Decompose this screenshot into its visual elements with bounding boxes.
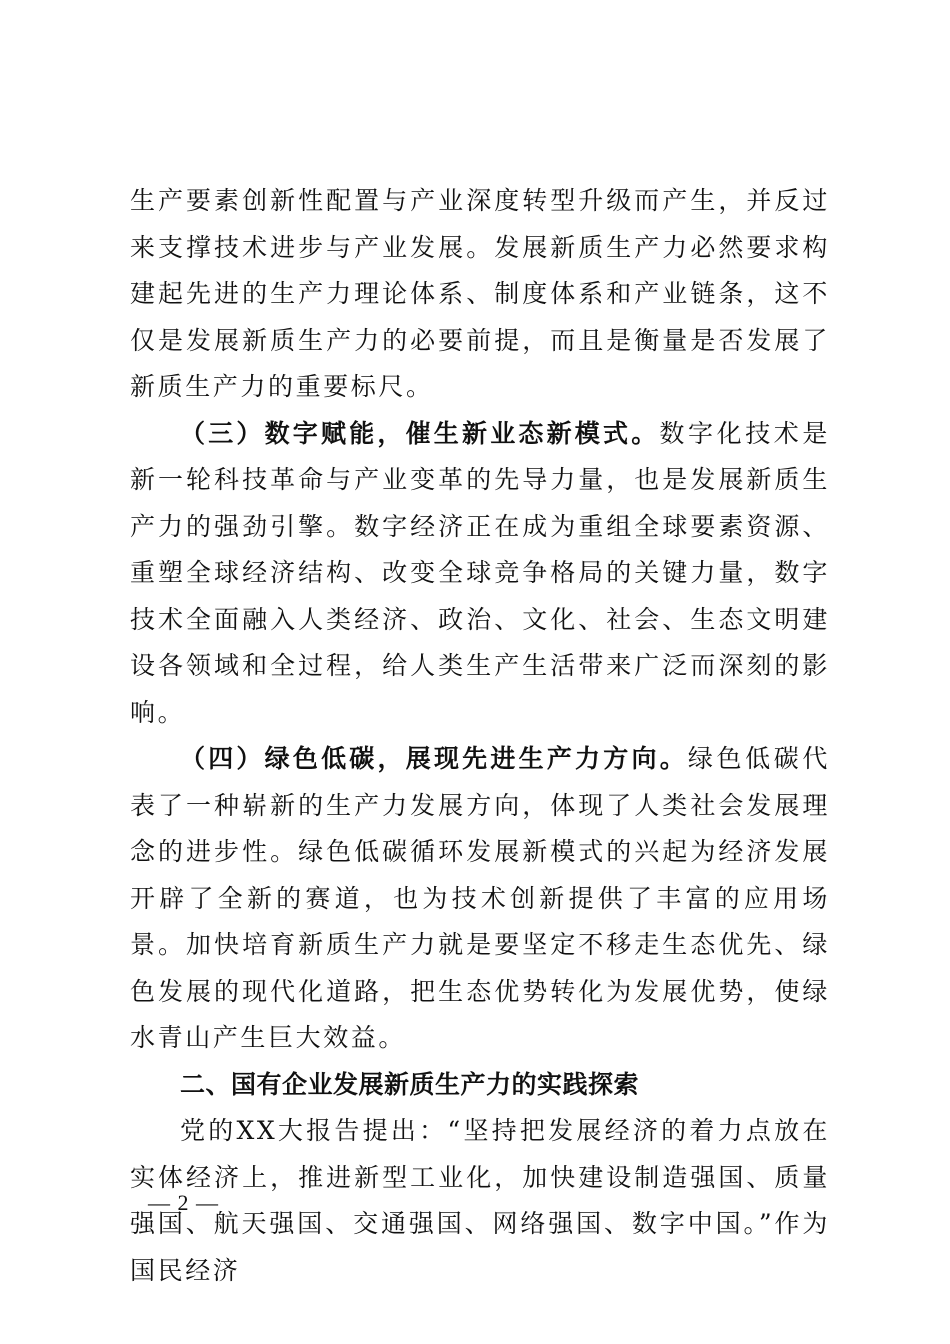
- body-text: [130, 178, 830, 1294]
- paragraph-lead-heading: （四）绿色低碳，展现先进生产力方向。: [180, 744, 688, 773]
- page-number: — 2 —: [148, 1190, 219, 1215]
- paragraph-lead-heading: （三）数字赋能，催生新业态新模式。: [180, 418, 660, 448]
- paragraph-text: 绿色低碳代表了一种崭新的生产力发展方向，体现了人类社会发展理念的进步性。绿色低碳循环发展新模式的兴起为经济发展开辟了全新的赛道，也为技术创新提供了丰富的应用场景。加快培育新质生产力就是要坚定不移走生态优先、绿色发展的现代化道路，把生态优势转化为发展优势，使绿水青山产生巨大效益。: [130, 744, 830, 1052]
- paragraph-closing: [130, 1108, 830, 1294]
- paragraph-text: 生产要素创新性配置与产业深度转型升级而产生，并反过来支撑技术进步与产业发展。发展新质生产力必然要求构建起先进的生产力理论体系、制度体系和产业链条，这不仅是发展新质生产力的必要前提，而且是衡量是否发展了新质生产力的重要标尺。: [130, 186, 830, 401]
- paragraph-green-low-carbon: [130, 736, 830, 1062]
- paragraph-text: 数字化技术是新一轮科技革命与产业变革的先导力量，也是发展新质生产力的强劲引擎。数字经济正在成为重组全球要素资源、重塑全球经济结构、改变全球竞争格局的关键力量，数字技术全面融入人类经济、政治、文化、社会、生态文明建设各领域和全过程，给人类生产生活带来广泛而深刻的影响。: [130, 418, 830, 727]
- paragraph-digital-empowerment: [130, 411, 830, 737]
- section-heading: 二、国有企业发展新质生产力的实践探索: [180, 1069, 640, 1099]
- paragraph-continuation: [130, 178, 830, 411]
- paragraph-text: 党的XX大报告提出：“坚持把发展经济的着力点放在实体经济上，推进新型工业化，加快建设制造强国、质量强国、航天强国、交通强国、网络强国、数字中国。”作为国民经济: [130, 1116, 830, 1285]
